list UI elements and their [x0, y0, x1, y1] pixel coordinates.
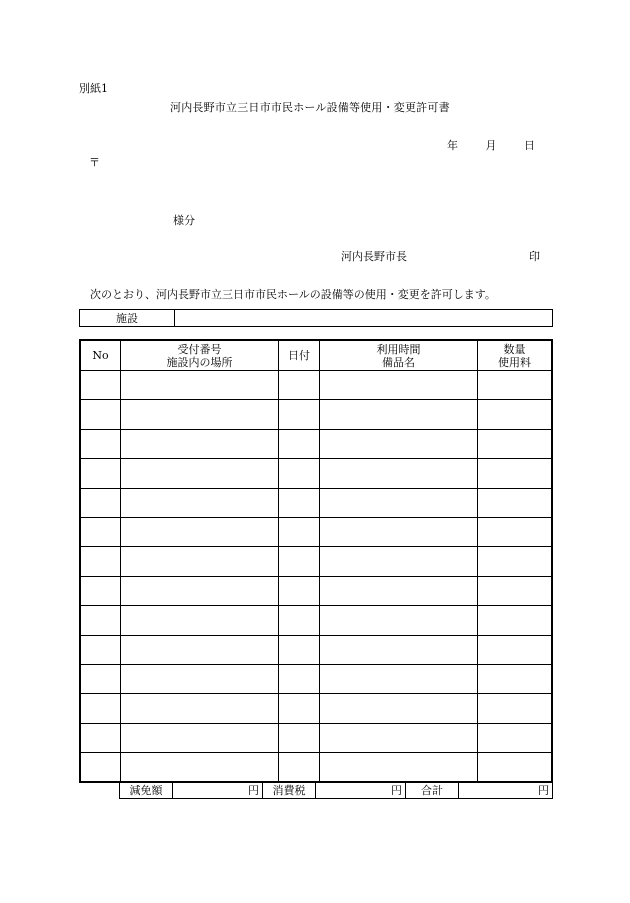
permission-statement: 次のとおり、河内長野市立三日市市民ホールの設備等の使用・変更を許可します。	[90, 288, 496, 301]
cell-receipt-location	[121, 371, 279, 400]
facility-label: 施設	[80, 310, 175, 327]
cell-date	[279, 635, 320, 664]
cell-no	[80, 459, 121, 488]
table-row	[80, 664, 552, 693]
cell-receipt-location	[121, 517, 279, 546]
cell-time-equipment	[320, 459, 478, 488]
cell-qty-fee	[478, 488, 553, 517]
header-receipt-location	[121, 340, 279, 371]
attachment-label: 別紙1	[79, 82, 108, 95]
cell-date	[279, 488, 320, 517]
recipient-suffix: 様分	[173, 214, 195, 227]
header-equipment-name: 備品名	[382, 355, 415, 369]
header-usage-fee: 使用料	[498, 355, 531, 369]
cell-time-equipment	[320, 694, 478, 723]
cell-qty-fee	[478, 459, 553, 488]
cell-no	[80, 664, 121, 693]
table-row	[80, 371, 552, 400]
cell-date	[279, 459, 320, 488]
table-body	[80, 371, 552, 783]
table-row	[80, 576, 552, 605]
cell-time-equipment	[320, 664, 478, 693]
cell-qty-fee	[478, 635, 553, 664]
cell-receipt-location	[121, 694, 279, 723]
table-row	[80, 459, 552, 488]
header-quantity: 数量	[503, 342, 526, 356]
date-line	[447, 139, 535, 152]
tax-amount: 円	[316, 782, 406, 799]
cell-receipt-location	[121, 576, 279, 605]
cell-qty-fee	[478, 371, 553, 400]
cell-no	[80, 635, 121, 664]
table-row	[80, 517, 552, 546]
discount-label: 減免額	[120, 782, 173, 799]
cell-time-equipment	[320, 429, 478, 458]
table-row	[80, 606, 552, 635]
table-row	[80, 488, 552, 517]
cell-time-equipment	[320, 400, 478, 429]
cell-qty-fee	[478, 547, 553, 576]
cell-no	[80, 371, 121, 400]
cell-time-equipment	[320, 517, 478, 546]
cell-receipt-location	[121, 635, 279, 664]
cell-no	[80, 488, 121, 517]
cell-date	[279, 723, 320, 752]
cell-date	[279, 753, 320, 783]
cell-receipt-location	[121, 606, 279, 635]
cell-no	[80, 753, 121, 783]
cell-no	[80, 429, 121, 458]
facility-table	[79, 309, 553, 327]
cell-receipt-location	[121, 547, 279, 576]
table-row	[80, 547, 552, 576]
discount-amount: 円	[173, 782, 263, 799]
cell-no	[80, 400, 121, 429]
header-date: 日付	[279, 340, 320, 371]
cell-time-equipment	[320, 635, 478, 664]
cell-qty-fee	[478, 606, 553, 635]
table-row	[80, 400, 552, 429]
fee-summary-table	[119, 781, 553, 799]
cell-date	[279, 576, 320, 605]
header-no: No	[80, 340, 121, 371]
table-row	[80, 635, 552, 664]
header-receipt-number: 受付番号	[177, 342, 222, 356]
cell-time-equipment	[320, 371, 478, 400]
cell-qty-fee	[478, 723, 553, 752]
cell-qty-fee	[478, 576, 553, 605]
cell-qty-fee	[478, 664, 553, 693]
cell-no	[80, 723, 121, 752]
cell-date	[279, 664, 320, 693]
cell-receipt-location	[121, 459, 279, 488]
document-title: 河内長野市立三日市市民ホール設備等使用・変更許可書	[170, 101, 450, 114]
cell-no	[80, 694, 121, 723]
cell-date	[279, 429, 320, 458]
cell-qty-fee	[478, 400, 553, 429]
usage-table	[79, 339, 553, 783]
postal-mark: 〒	[89, 156, 100, 169]
table-row	[80, 429, 552, 458]
cell-receipt-location	[121, 753, 279, 783]
cell-date	[279, 517, 320, 546]
cell-no	[80, 517, 121, 546]
cell-qty-fee	[478, 429, 553, 458]
table-row	[80, 694, 552, 723]
header-usage-time: 利用時間	[376, 342, 421, 356]
cell-receipt-location	[121, 429, 279, 458]
cell-time-equipment	[320, 753, 478, 783]
cell-time-equipment	[320, 488, 478, 517]
cell-qty-fee	[478, 517, 553, 546]
seal-mark: 印	[529, 250, 540, 263]
cell-no	[80, 547, 121, 576]
total-label: 合計	[406, 782, 459, 799]
cell-receipt-location	[121, 664, 279, 693]
date-month: 月	[485, 139, 497, 152]
cell-time-equipment	[320, 547, 478, 576]
cell-date	[279, 547, 320, 576]
cell-date	[279, 694, 320, 723]
total-amount: 円	[459, 782, 553, 799]
cell-time-equipment	[320, 576, 478, 605]
cell-receipt-location	[121, 400, 279, 429]
cell-time-equipment	[320, 723, 478, 752]
table-header-row	[80, 340, 552, 371]
cell-date	[279, 371, 320, 400]
facility-value	[175, 310, 553, 327]
tax-label: 消費税	[263, 782, 316, 799]
header-time-equipment	[320, 340, 478, 371]
cell-no	[80, 576, 121, 605]
cell-date	[279, 606, 320, 635]
issuer-name: 河内長野市長	[341, 250, 407, 263]
date-year: 年	[447, 139, 458, 152]
header-location: 施設内の場所	[166, 355, 233, 369]
cell-date	[279, 400, 320, 429]
date-day: 日	[524, 139, 535, 152]
cell-qty-fee	[478, 753, 553, 783]
header-qty-fee	[478, 340, 553, 371]
cell-receipt-location	[121, 488, 279, 517]
table-row	[80, 753, 552, 783]
cell-receipt-location	[121, 723, 279, 752]
cell-no	[80, 606, 121, 635]
cell-qty-fee	[478, 694, 553, 723]
cell-time-equipment	[320, 606, 478, 635]
table-row	[80, 723, 552, 752]
